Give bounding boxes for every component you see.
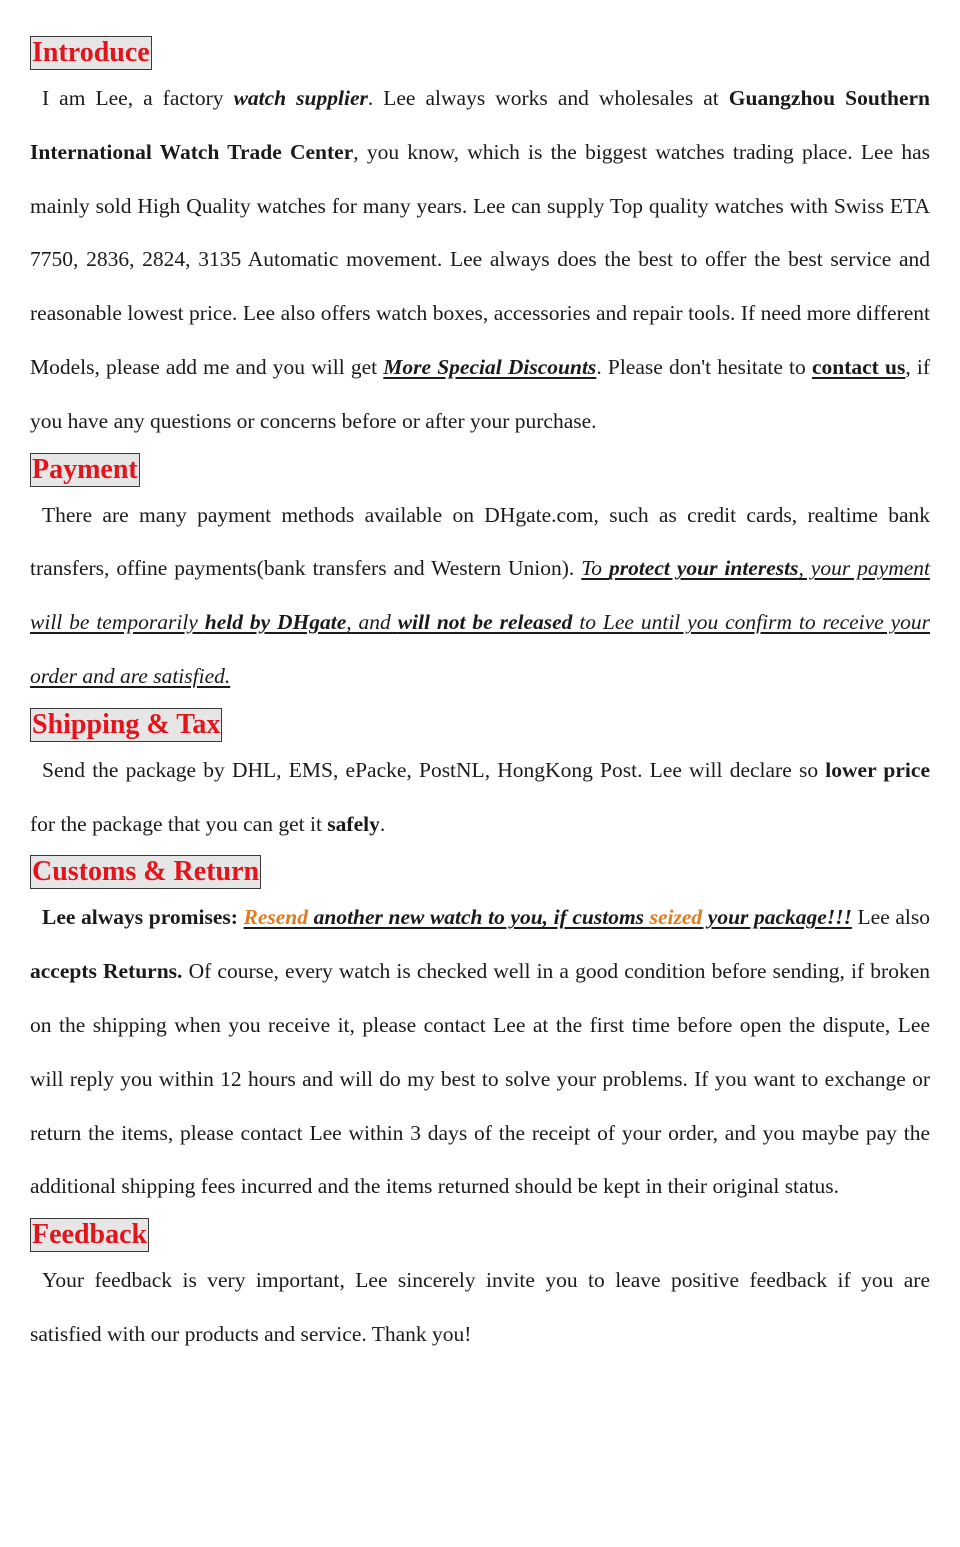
feedback-section [30, 1218, 930, 1362]
intro-text-5: , if you have any questions or concerns before or after your purchase. [30, 354, 930, 433]
payment-section [30, 453, 930, 704]
shipping-section [30, 708, 930, 852]
introduce-paragraph [30, 72, 930, 449]
introduce-section [30, 36, 930, 449]
discounts-link[interactable]: More Special Discounts [383, 354, 597, 379]
payment-not-released: will not be released [397, 610, 573, 635]
contact-us-link[interactable]: contact us [811, 354, 906, 379]
intro-text-3: , you know, which is the biggest watches trading place. Lee has mainly sold High Quality watches for many years. Lee can supply Top quality watches with Swiss ETA 7750, 2836, 2824, 3135 Automatic movement. Lee always does the best to offer the best service and reasonable lowest price. Lee also offers watch boxes, accessories and repair tools. If need more different Models, please add me and you will get [30, 139, 930, 379]
shipping-paragraph [30, 744, 930, 852]
intro-text-2: . Lee always works and wholesales at [367, 86, 729, 110]
shipping-safely: safely [327, 811, 380, 836]
customs-section [30, 855, 930, 1214]
customs-title-row [30, 855, 930, 891]
intro-text-1: I am Lee, a factory [42, 86, 234, 110]
feedback-title-row [30, 1218, 930, 1254]
introduce-title: Introduce [32, 37, 150, 68]
payment-held: held by DHgate [204, 610, 347, 635]
customs-resend: Resend [243, 905, 309, 930]
shipping-text-2: for the package that you can get it [30, 811, 328, 836]
shipping-title: Shipping & Tax [32, 708, 221, 740]
shipping-title-row [30, 708, 930, 744]
payment-title-row [30, 453, 930, 489]
shipping-text-3: . [379, 811, 386, 836]
payment-title: Payment [32, 453, 138, 485]
customs-lead: Lee always promises: [42, 905, 244, 930]
customs-paragraph [30, 891, 930, 1214]
payment-paragraph [30, 489, 930, 704]
feedback-paragraph: Your feedback is very important, Lee sincerely invite you to leave positive feedback if you are satisfied with our products and service. Thank you! [30, 1268, 930, 1346]
payment-notice-1: To [581, 556, 609, 581]
customs-title: Customs & Return [32, 856, 260, 888]
shipping-text-1: Send the package by DHL, EMS, ePacke, PostNL, HongKong Post. Lee will declare so [42, 757, 826, 782]
customs-text-2: Lee also [851, 905, 930, 930]
introduce-title-row [30, 36, 930, 72]
customs-accepts-returns: accepts Returns. [30, 959, 183, 984]
intro-watch-supplier: watch supplier [233, 86, 368, 110]
payment-notice-4: to Lee until you confirm to receive your order and are satisfied. [30, 610, 931, 688]
customs-promise [244, 905, 852, 929]
payment-notice-2: , your payment will be temporarily [30, 556, 931, 635]
intro-trade-center: Guangzhou Southern International Watch Trade Center [30, 86, 930, 164]
customs-mid: another new watch to you, if customs [308, 905, 650, 930]
customs-seized: seized [649, 905, 703, 930]
customs-text-3: Of course, every watch is checked well in a good condition before sending, if broken on the shipping when you receive it, please contact Lee at the first time before open the dispute, Lee will reply you within 12 hours and will do my best to solve your problems. If you want to exchange or return the items, please contact Lee within 3 days of the receipt of your order, and you maybe pay the additional shipping fees incurred and the items returned should be kept in their original status. [30, 959, 930, 1199]
payment-protect: protect your interests [608, 556, 799, 581]
customs-tail: your package!!! [702, 905, 852, 930]
payment-notice-3: , and [346, 610, 398, 635]
payment-text-1: There are many payment methods available on DHgate.com, such as credit cards, realtime bank transfers, offine payments(bank transfers and Western Union). [30, 502, 930, 581]
shipping-lower-price: lower price [825, 757, 930, 782]
intro-text-4: . Please don't hesitate to [596, 354, 812, 379]
feedback-title: Feedback [32, 1219, 148, 1251]
